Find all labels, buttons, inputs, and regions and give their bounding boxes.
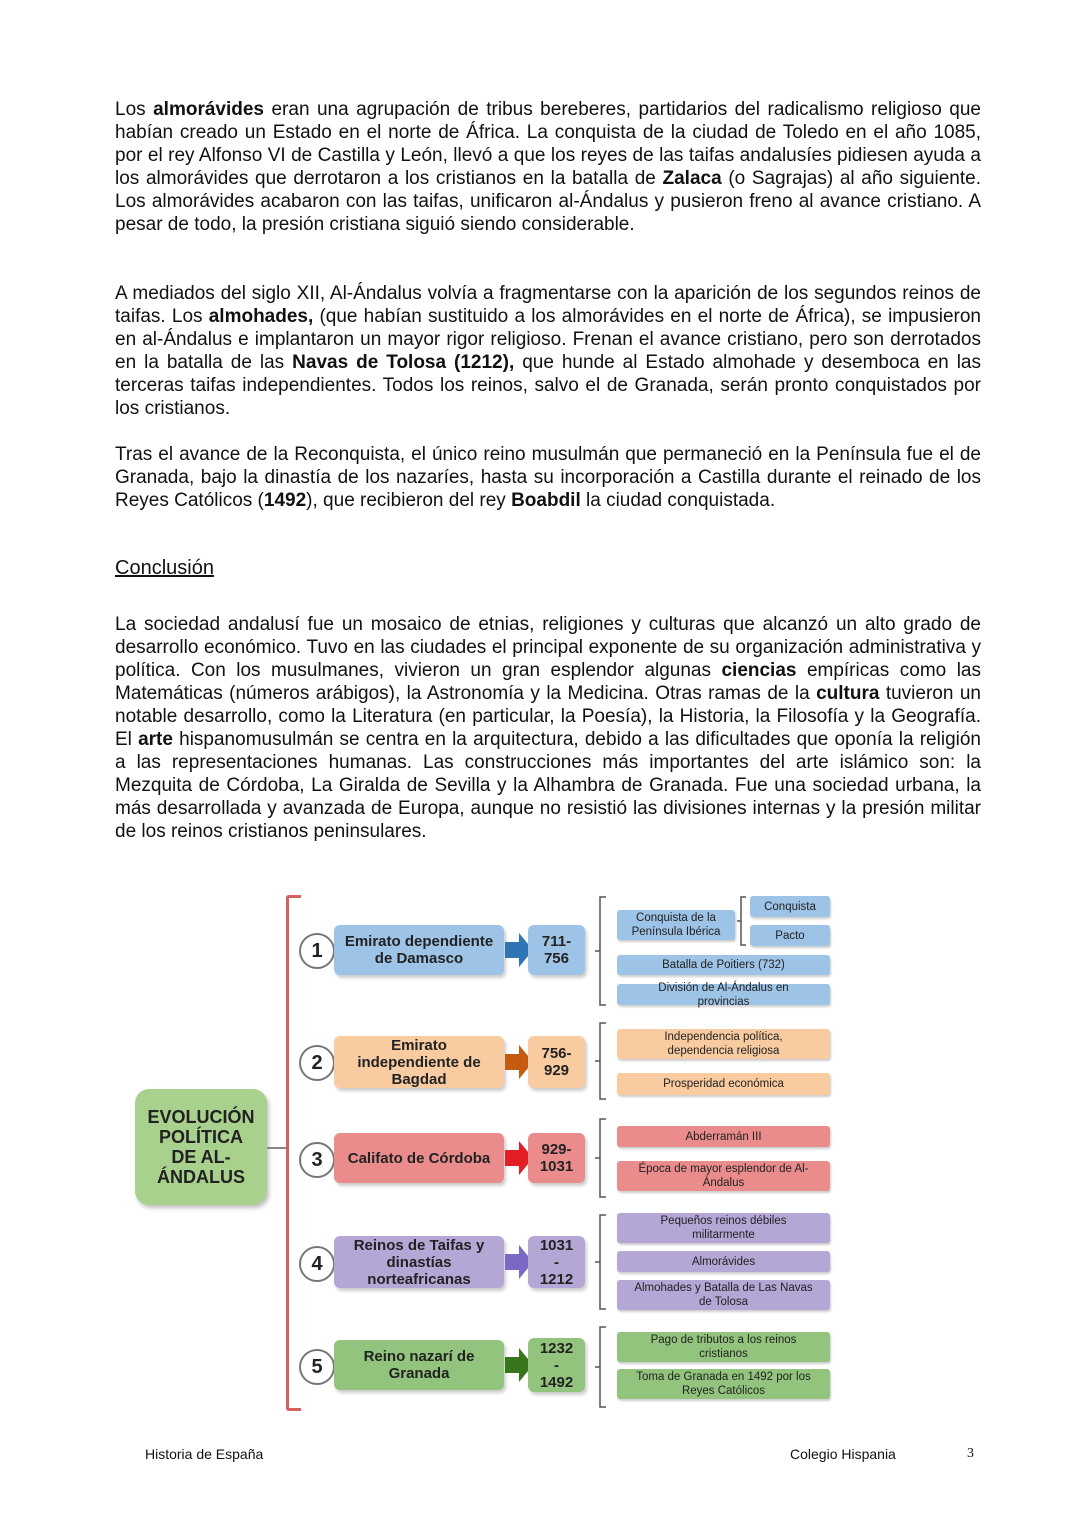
stage-4-detail-almoravides: Almorávides [617, 1251, 830, 1272]
stage-2-years: 756- 929 [528, 1036, 585, 1088]
stage-3-detail-abderraman: Abderramán III [617, 1126, 830, 1147]
stage-3-brace [594, 1117, 608, 1199]
footer-left: Historia de España [145, 1446, 264, 1462]
section-heading-conclusion: Conclusión [115, 557, 214, 579]
paragraph-almoravides: Los almorávides eran una agrupación de tribus bereberes, partidarios del radicalismo religioso que habían creado un Estado en el norte de África. La conquista de la ciudad de Toledo en el año 1085, por el rey Alfonso VI de Castilla y León, llevó a que los reyes de las taifas andalusíes pidiesen ayuda a los almorávides que derrotaron a los cristianos en la batalla de Zalaca (o Sagrajas) al año siguiente. Los almorávides acabaron con las taifas, unificaron al-Ándalus y pusieron freno al avance cristiano. A pesar de todo, la presión cristiana siguió siendo considerable. [115, 99, 981, 235]
stage-5-number: 5 [299, 1349, 335, 1385]
stage-1-number: 1 [299, 933, 335, 969]
stage-2-arrow-icon [505, 1045, 533, 1079]
stage-4-years: 1031 - 1212 [528, 1236, 585, 1288]
stage-5-detail-tributos: Pago de tributos a los reinos cristianos [617, 1332, 830, 1362]
stage-1-years: 711- 756 [528, 925, 585, 975]
stage-1-detail-pacto: Pacto [750, 925, 830, 946]
stage-3-title: Califato de Córdoba [334, 1133, 504, 1183]
stage-5-years: 1232 - 1492 [528, 1338, 585, 1392]
stage-4-detail-pequenos-reinos: Pequeños reinos débiles militarmente [617, 1213, 830, 1243]
stage-1-detail-poitiers: Batalla de Poitiers (732) [617, 955, 830, 975]
stage-1-title: Emirato dependiente de Damasco [334, 925, 504, 975]
stage-2-detail-prosperidad: Prosperidad económica [617, 1073, 830, 1095]
diagram-root-box: EVOLUCIÓN POLÍTICA DE AL- ÁNDALUS [135, 1089, 267, 1205]
stage-1-detail-conquista: Conquista [750, 896, 830, 917]
stage-4-arrow-icon [505, 1245, 533, 1279]
stage-3-arrow-icon [505, 1141, 533, 1175]
stage-3-years: 929- 1031 [528, 1133, 585, 1183]
root-connector [267, 1147, 287, 1149]
stage-4-detail-almohades: Almohades y Batalla de Las Navas de Tolosa [617, 1280, 830, 1310]
paragraph-conclusion: La sociedad andalusí fue un mosaico de etnias, religiones y culturas que alcanzó un alto grado de desarrollo económico. Tuvo en las ciudades el principal exponente de su organización administrativa y política. Con los musulmanes, vivieron un gran esplendor algunas ciencias empíricas como las Matemáticas (números arábigos), la Astronomía y la Medicina. Otras ramas de la cultura tuvieron un notable desarrollo, como la Literatura (en particular, la Poesía), la Historia, la Filosofía y la Geografía. El arte hispanomusulmán se centra en la arquitectura, debido a las dificultades que oponía la religión a las representaciones humanas. Las construcciones más importantes del arte islámico son: la Mezquita de Córdoba, La Giralda de Sevilla y la Alhambra de Granada. Fue una sociedad urbana, la más desarrollada y avanzada de Europa, aunque no resistió las divisiones internas y la presión militar de los reinos cristianos peninsulares. [115, 614, 981, 842]
stage-5-title: Reino nazarí de Granada [334, 1340, 504, 1390]
stage-5-detail-toma-granada: Toma de Granada en 1492 por los Reyes Católicos [617, 1369, 830, 1399]
paragraph-granada: Tras el avance de la Reconquista, el único reino musulmán que permaneció en la Península fue el de Granada, bajo la dinastía de los nazaríes, hasta su incorporación a Castilla durante el reinado de los Reyes Católicos (1492), que recibieron del rey Boabdil la ciudad conquistada. [115, 444, 981, 511]
main-bracket [286, 895, 301, 1411]
stage-2-detail-independencia: Independencia política, dependencia religiosa [617, 1029, 830, 1059]
stage-1-sub-brace [737, 895, 747, 947]
stage-2-brace [594, 1021, 608, 1101]
stage-4-brace [594, 1213, 608, 1311]
stage-5-arrow-icon [505, 1348, 533, 1382]
stage-4-title: Reinos de Taifas y dinastías norteafricanas [334, 1236, 504, 1288]
page-number: 3 [967, 1446, 974, 1461]
stage-3-detail-esplendor: Época de mayor esplendor de Al- Ándalus [617, 1161, 830, 1191]
stage-2-number: 2 [299, 1045, 335, 1081]
stage-1-detail-conquest: Conquista de la Península Ibérica [617, 910, 735, 940]
stage-1-arrow-icon [505, 933, 533, 967]
stage-1-brace [594, 895, 608, 1007]
footer-center: Colegio Hispania [790, 1446, 896, 1462]
stage-2-title: Emirato independiente de Bagdad [334, 1036, 504, 1088]
stage-4-number: 4 [299, 1246, 335, 1282]
paragraph-almohades: A mediados del siglo XII, Al-Ándalus volvía a fragmentarse con la aparición de los segundos reinos de taifas. Los almohades, (que habían sustituido a los almorávides en el norte de África), se impusieron en al-Ándalus e implantaron un mayor rigor religioso. Frenan el avance cristiano, pero son derrotados en la batalla de las Navas de Tolosa (1212), que hunde al Estado almohade y desemboca en las terceras taifas independientes. Todos los reinos, salvo el de Granada, serán pronto conquistados por los cristianos. [115, 283, 981, 419]
stage-5-brace [594, 1325, 608, 1409]
stage-3-number: 3 [299, 1142, 335, 1178]
stage-1-detail-provincias: División de Al-Ándalus en provincias [617, 984, 830, 1005]
